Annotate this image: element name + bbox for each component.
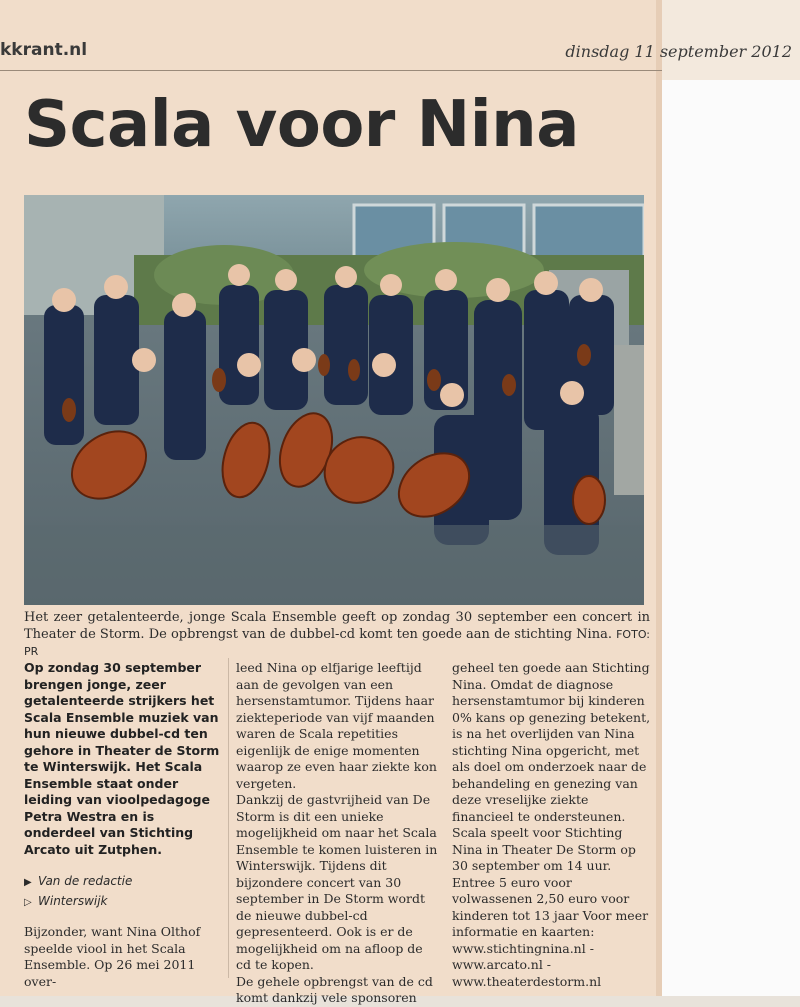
article-column-1 <box>24 660 226 990</box>
article-paragraph: De gehele opbrengst van de cd komt dankzij vele sponsoren <box>236 973 433 1005</box>
photo-credit: FOTO: PR <box>24 628 650 658</box>
article-paragraph: Dankzij de gastvrijheid van De Storm is dit een unieke mogelijkheid om naar het Scala Ensemble te komen luisteren in Winterswijk. Tijdens dit bijzondere concert van 30 september in De Storm wordt de nieuwe dubbel-cd gepresenteerd. Ook is er de mogelijkheid om na afloop de cd te kopen. <box>236 792 438 972</box>
photo-caption <box>24 609 650 660</box>
article-paragraph: leed Nina op elfjarige leeftijd aan de gevolgen van een hersenstamtumor. Tijdens haar ziekteperiode van vijf maanden waren de Scala repetities eigenlijk de enige momenten waarop ze even haar ziekte kon vergeten. <box>236 660 437 791</box>
column-divider <box>228 658 229 978</box>
dateline-text: Winterswijk <box>38 894 108 908</box>
byline <box>24 872 226 892</box>
article-column-3 <box>452 660 654 990</box>
caption-text: Het zeer getalenteerde, jonge Scala Ensemble geeft op zondag 30 september een concert in Theater de Storm. De opbrengst van de dubbel-cd komt ten goede aan de stichting Nina. <box>24 610 650 642</box>
article-lead: Op zondag 30 september brengen jonge, zeer getalenteerde strijkers het Scala Ensemble muziek van hun nieuwe dubbel-cd ten gehore in Theater de Storm te Winterswijk. Het Scala Ensemble staat onder leiding van vioolpedagoge Petra Westra en is onderdeel van Stichting Arcato uit Zutphen. <box>24 660 220 857</box>
byline-text: Van de redactie <box>38 874 133 888</box>
header-rule <box>0 70 662 71</box>
headline: Scala voor Nina <box>24 88 579 162</box>
article-paragraph: geheel ten goede aan Stichting Nina. Omdat de diagnose hersenstamtumor bij kinderen 0% kans op genezing betekent, is na het overlijden van Nina stichting Nina opgericht, met als doel om onderzoek naar de behandeling en genezing van deze vreselijke ziekte financieel te ondersteunen. <box>452 660 651 824</box>
blank-paper <box>662 80 800 996</box>
ensemble-photo <box>24 195 644 605</box>
dateline <box>24 892 226 912</box>
site-name: kkrant.nl <box>0 40 88 60</box>
scan-background <box>662 0 800 80</box>
article-paragraph: Bijzonder, want Nina Olthof speelde viool in het Scala Ensemble. Op 26 mei 2011 over- <box>24 924 201 989</box>
article-paragraph: Scala speelt voor Stichting Nina in Theater De Storm op 30 september om 14 uur. Entree 5 euro voor volwassenen 2,50 euro voor kinderen tot 13 jaar Voor meer informatie en kaarten: www.stichtingnina.nl - www.arcato.nl - www.theaterdestorm.nl <box>452 825 649 989</box>
triangle-outline-icon: ▷ <box>24 897 32 908</box>
article-column-2 <box>236 660 438 1007</box>
triangle-icon: ▶ <box>24 877 32 888</box>
issue-date: dinsdag 11 september 2012 <box>565 42 792 61</box>
